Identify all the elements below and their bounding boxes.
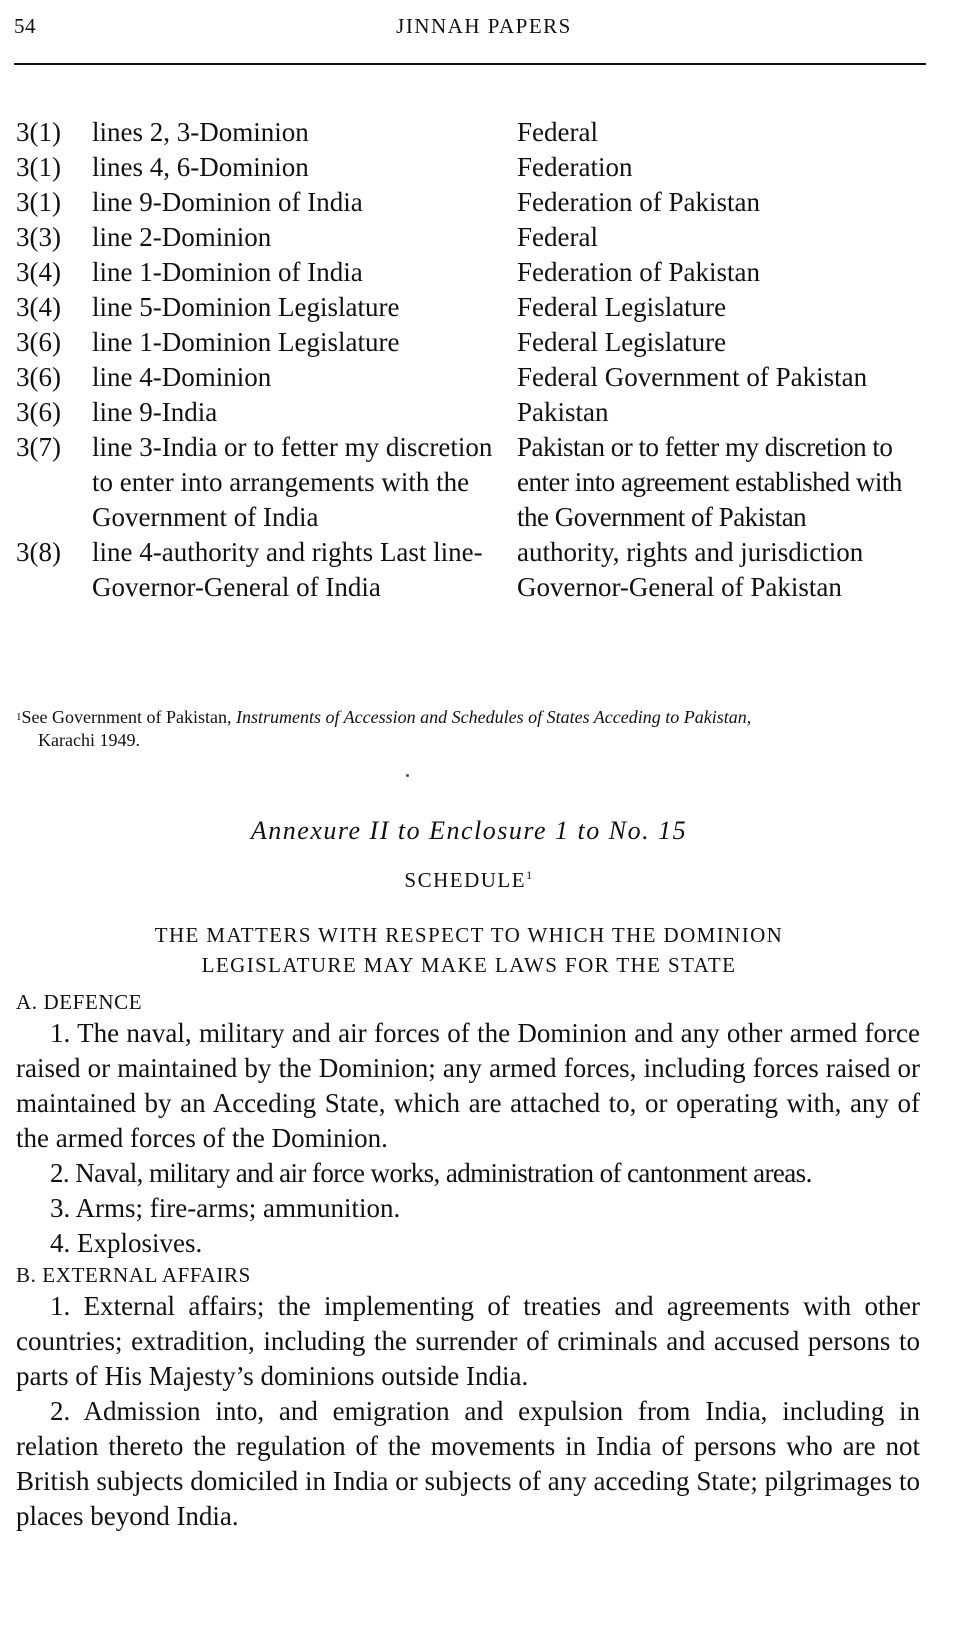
amendments-table [16, 115, 936, 605]
substitute-text: Pakistan [517, 397, 609, 427]
page-header [0, 14, 968, 44]
substitute-text: Federation [517, 152, 633, 182]
list-item: 2. Admission into, and emigration and expulsion from India, including in relation thereto the regulation of the movements in India of persons who are not British subjects domiciled in India or subjects of any acceding State; pilgrimages to places beyond India. [16, 1396, 920, 1531]
substitute-text: Pakistan or to fetter my discretion to enter into agreement established with the Government of Pakistan [517, 432, 902, 532]
section-heading-defence: A. DEFENCE [16, 990, 143, 1014]
table-row [16, 395, 936, 430]
original-text: lines 2, 3-Dominion [92, 117, 309, 147]
table-row [16, 535, 936, 605]
footnote-prefix: See Government of Pakistan, [21, 707, 236, 727]
section-ref: 3(4) [16, 257, 61, 287]
footnote-marker: 1 [16, 711, 22, 723]
substitute-text: Federal Legislature [517, 292, 727, 322]
section-ref: 3(6) [16, 327, 61, 357]
schedule-heading [0, 868, 938, 893]
footnote-line [16, 706, 926, 729]
original-text: lines 4, 6-Dominion [92, 152, 309, 182]
section-ref: 3(3) [16, 222, 61, 252]
section-ref: 3(1) [16, 117, 61, 147]
original-text: line 1-Dominion of India [92, 257, 363, 287]
matters-line: THE MATTERS WITH RESPECT TO WHICH THE DOMINION [154, 923, 784, 947]
substitute-text: Federal [517, 222, 598, 252]
table-row [16, 185, 936, 220]
original-text: line 1-Dominion Legislature [92, 327, 400, 357]
table-row [16, 430, 936, 535]
section-ref: 3(8) [16, 537, 61, 567]
schedule-label: SCHEDULE [404, 868, 527, 892]
original-text: line 9-Dominion of India [92, 187, 363, 217]
original-text: line 9-India [92, 397, 218, 427]
schedule-footnote-marker: 1 [526, 868, 534, 882]
original-text: line 4-Dominion [92, 362, 272, 392]
page-number: 54 [14, 14, 36, 38]
schedule-body [16, 988, 920, 1534]
matters-heading [0, 920, 938, 980]
table-row [16, 325, 936, 360]
list-item: 1. The naval, military and air forces of the Dominion and any other armed force raised or maintained by the Dominion; any armed forces, including forces raised or maintained by an Acceding State, which are attached to, or operating with, any of the armed forces of the Dominion. [16, 1018, 920, 1153]
list-item: 2. Naval, military and air force works, administration of cantonment areas. [50, 1158, 812, 1188]
print-speck [406, 774, 409, 777]
section-ref: 3(6) [16, 362, 61, 392]
matters-line: LEGISLATURE MAY MAKE LAWS FOR THE STATE [201, 953, 737, 977]
substitute-text: Federal Government of Pakistan [517, 362, 868, 392]
original-text: line 3-India or to fetter my discretion to enter into arrangements with the Government of India [92, 432, 493, 532]
table-row [16, 115, 936, 150]
table-row [16, 150, 936, 185]
table-row [16, 290, 936, 325]
list-item: 4. Explosives. [50, 1228, 203, 1258]
table-row [16, 360, 936, 395]
substitute-text: Federal [517, 117, 598, 147]
section-ref: 3(7) [16, 432, 61, 462]
header-rule [14, 63, 926, 65]
section-heading-external-affairs: B. EXTERNAL AFFAIRS [16, 1263, 251, 1287]
footnote-title: Instruments of Accession and Schedules of States Acceding to Pakistan, [235, 707, 752, 727]
section-ref: 3(4) [16, 292, 61, 322]
substitute-text: Federation of Pakistan [517, 187, 760, 217]
table-row [16, 255, 936, 290]
substitute-text: Federal Legislature [517, 327, 727, 357]
list-item: 3. Arms; fire-arms; ammunition. [50, 1193, 401, 1223]
running-title: JINNAH PAPERS [396, 14, 572, 38]
annexure-title: Annexure II to Enclosure 1 to No. 15 [250, 816, 688, 845]
table-row [16, 220, 936, 255]
original-text: line 5-Dominion Legislature [92, 292, 400, 322]
section-ref: 3(1) [16, 152, 61, 182]
footnote-place-year: Karachi 1949. [38, 730, 140, 750]
list-item: 1. External affairs; the implementing of treaties and agreements with other countries; extradition, including the surrender of criminals and accused persons to parts of His Majesty’s dominions outside India. [16, 1291, 920, 1391]
section-ref: 3(6) [16, 397, 61, 427]
substitute-text: Federation of Pakistan [517, 257, 760, 287]
section-ref: 3(1) [16, 187, 61, 217]
original-text: line 4-authority and rights Last line-Governor-General of India [92, 537, 483, 602]
footnote [16, 706, 926, 752]
substitute-text: authority, rights and jurisdiction Governor-General of Pakistan [517, 537, 864, 602]
original-text: line 2-Dominion [92, 222, 272, 252]
